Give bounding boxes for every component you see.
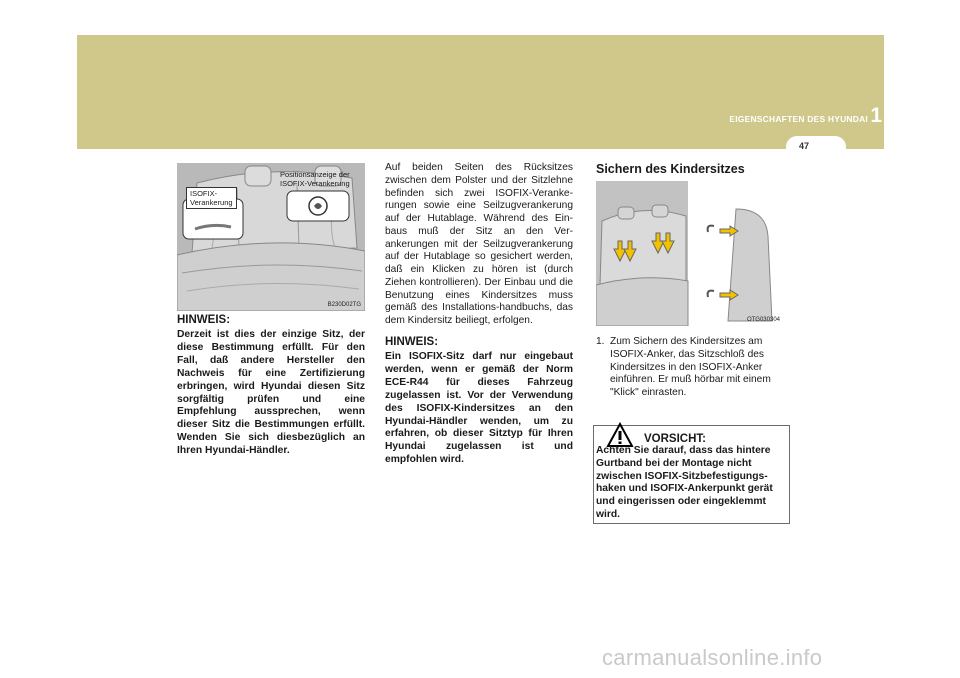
note-title: HINWEIS:	[385, 336, 439, 348]
child-seat-securing-figure	[596, 181, 784, 326]
callout-line: Verankerung	[190, 198, 233, 207]
step-text: Zum Sichern des Kindersitzes am ISOFIX-Anker, das Sitzschloß des Kindersitzes in den ISOFIX-Anker einführen. Er muß hörbar mit einem "Klick" einrasten.	[610, 336, 771, 398]
note-body: Ein ISOFIX-Sitz darf nur eingebaut werden, wenn er gemäß der Norm ECE-R44 für dieses Fahrzeug zugelassen ist. Vor der Verwendung des ISOFIX-Kindersitzes an den Hyundai-Händler wenden, um zu erfahren, ob dieser Sitztyp für Ihren Hyundai zugelassen ist und empfohlen wird.	[385, 351, 573, 466]
header-band	[77, 35, 884, 149]
isofix-anchor-callout	[186, 187, 237, 209]
isofix-description: Auf beiden Seiten des Rücksitzes zwischen dem Polster und der Sitzlehne befinden sich zwei ISOFIX-Veranke-rungen sowie eine Seilzugverankerung auf der Hutablage. Während des Ein-baus muß der Sitz an den Ver-ankerungen mit der Seilzugverankerung auf der Hutablage so gesichert werden, daß ein Klicken zu hören ist (durch Ziehen kontrollieren). Der Einbau und die Benutzung eines Kindersitzes muss gemäß des Installations-handbuchs, das dem Kindersitz beiliegt, erfolgen.	[385, 162, 573, 326]
caution-body: Achten Sie darauf, dass das hintere Gurtband bei der Montage nicht zwischen ISOFIX-Sitzbefestigungs-haken und ISOFIX-Ankerpunkt gerät und eingerissen oder eingeklemmt wird.	[596, 445, 773, 520]
figure-code: B230D02TG	[327, 302, 361, 308]
callout-line: ISOFIX-	[190, 189, 218, 198]
isofix-securing-illustration	[596, 181, 784, 326]
isofix-indicator-callout	[277, 169, 353, 189]
chapter-number: 1	[870, 104, 882, 127]
page-number: 47	[798, 141, 809, 151]
step-number: 1.	[596, 336, 605, 347]
callout-line: ISOFIX-Verankerung	[280, 179, 350, 188]
section-title: Sichern des Kindersitzes	[596, 162, 745, 176]
watermark: carmanualsonline.info	[602, 645, 823, 670]
figure-code: OTG030304	[746, 317, 780, 323]
note-title: HINWEIS:	[177, 314, 231, 326]
chapter-title: EIGENSCHAFTEN DES HYUNDAI	[729, 114, 868, 124]
rear-seat-figure	[177, 163, 365, 311]
caution-box	[593, 425, 790, 524]
callout-line: Positionsanzeige der	[280, 170, 350, 179]
caution-title: VORSICHT:	[644, 433, 706, 445]
step-item	[596, 336, 784, 400]
note-body: Derzeit ist dies der einzige Sitz, der diese Bestimmung erfüllt. Für den Fall, daß andere Hersteller den Nachweis für eine Zertifizierung erbringen, wird Hyundai diesen Sitz sorgfältig prüfen und eine Empfehlung aussprechen, wenn dieser Sitz die Bestimmungen erfüllt. Wenden Sie sich diesbezüglich an Ihren Hyundai-Händler.	[177, 329, 365, 457]
